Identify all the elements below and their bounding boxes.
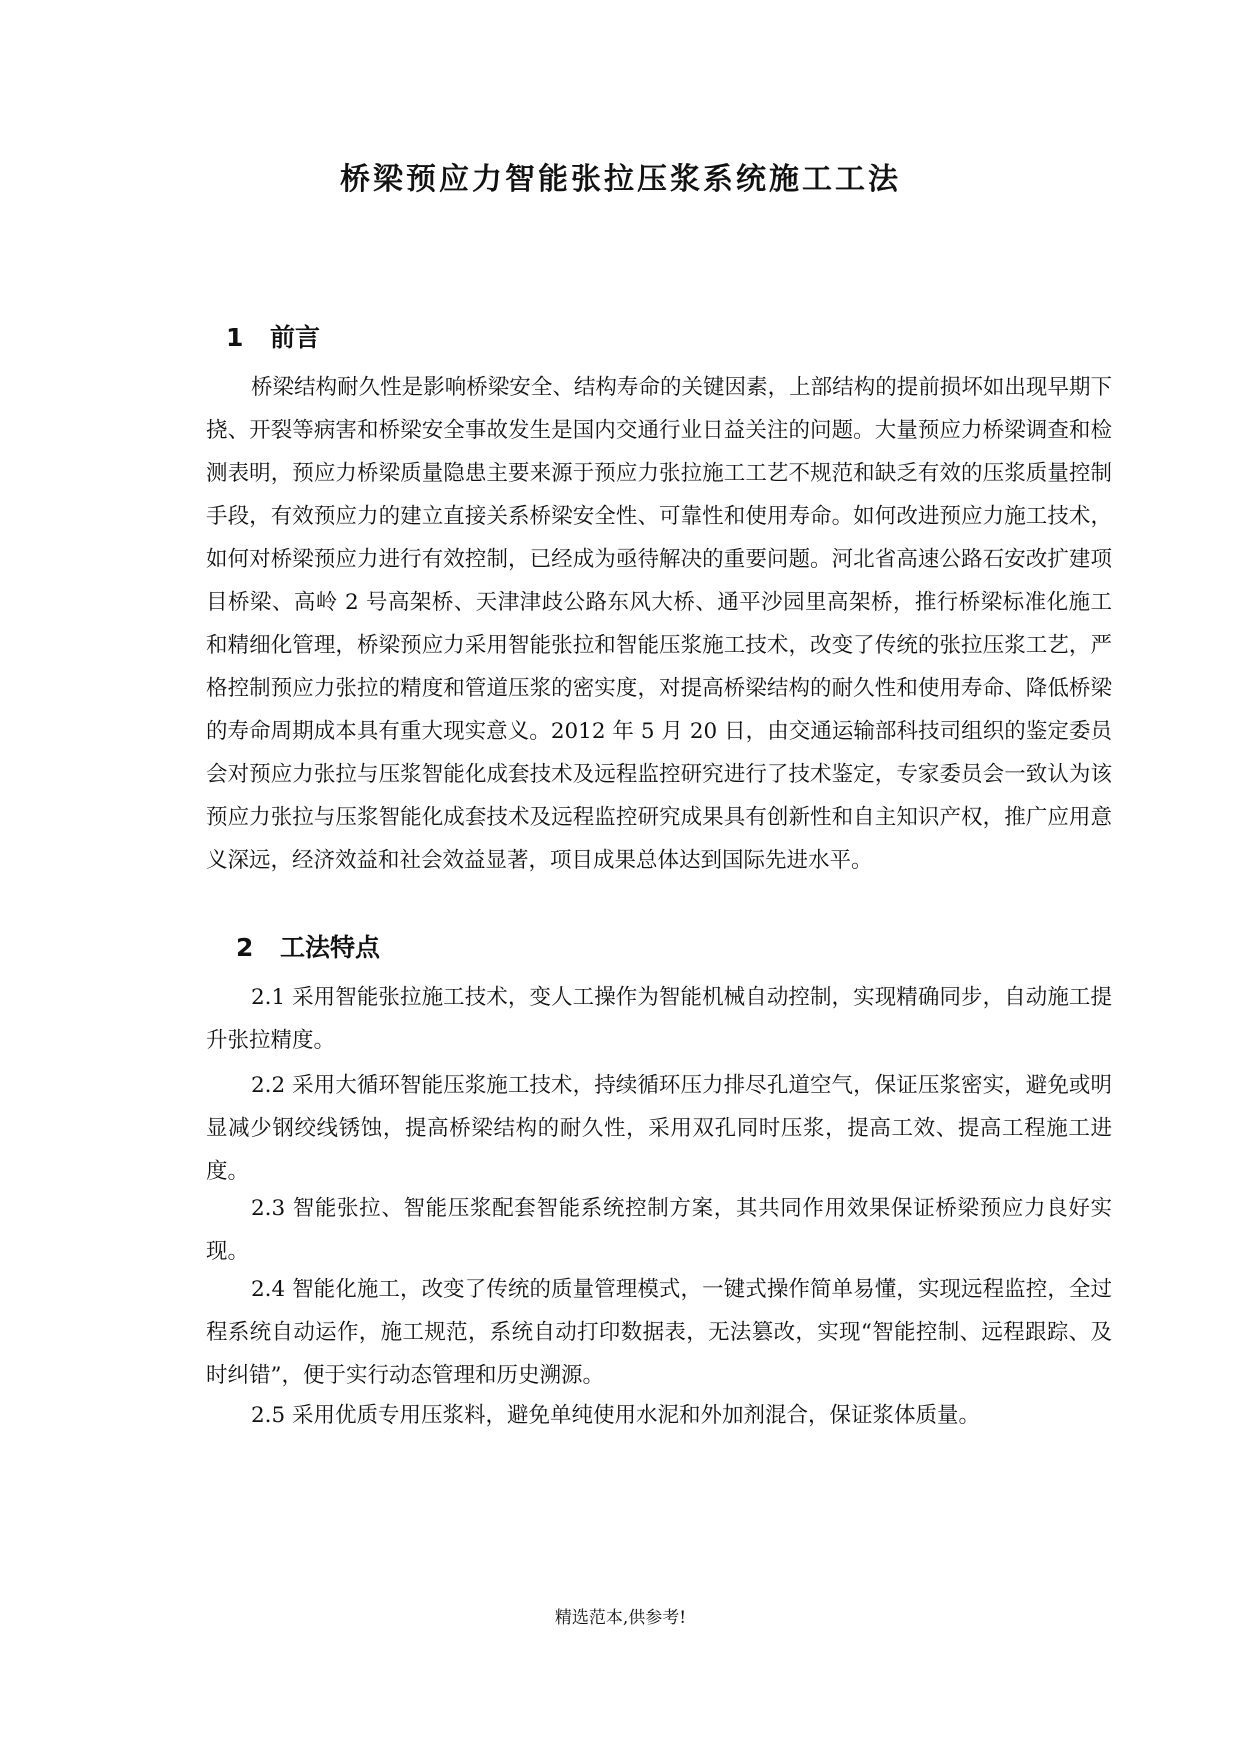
- feature-paragraph-2-1: 2.1 采用智能张拉施工技术，变人工操作为智能机械自动控制，实现精确同步，自动施工提升张拉精度。: [206, 985, 1112, 1053]
- page-footer: 精选范本,供参考!: [554, 1608, 687, 1628]
- section-title: 工法特点: [280, 933, 381, 962]
- section-number: 1: [226, 323, 244, 352]
- feature-paragraph-2-5: 2.5 采用优质专用压浆料，避免单纯使用水泥和外加剂混合，保证浆体质量。: [251, 1403, 981, 1428]
- document-title: 桥梁预应力智能张拉压浆系统施工工法: [340, 162, 901, 197]
- preface-paragraph: 桥梁结构耐久性是影响桥梁安全、结构寿命的关键因素，上部结构的提前损坏如出现早期下挠、开裂等病害和桥梁安全事故发生是国内交通行业日益关注的问题。大量预应力桥梁调查和检测表明，预应力桥梁质量隐患主要来源于预应力张拉施工工艺不规范和缺乏有效的压浆质量控制手段，有效预应力的建立直接关系桥梁安全性、可靠性和使用寿命。如何改进预应力施工技术，如何对桥梁预应力进行有效控制，已经成为亟待解决的重要问题。河北省高速公路石安改扩建项目桥梁、高岭 2 号高架桥、天津津歧公路东风大桥、通平沙园里高架桥，推行桥梁标准化施工和精细化管理，桥梁预应力采用智能张拉和智能压浆施工技术，改变了传统的张拉压浆工艺，严格控制预应力张拉的精度和管道压浆的密实度，对提高桥梁结构的耐久性和使用寿命、降低桥梁的寿命周期成本具有重大现实意义。2012 年 5 月 20 日，由交通运输部科技司组织的鉴定委员会对预应力张拉与压浆智能化成套技术及远程监控研究进行了技术鉴定，专家委员会一致认为该预应力张拉与压浆智能化成套技术及远程监控研究成果具有创新性和自主知识产权，推广应用意义深远，经济效益和社会效益显著，项目成果总体达到国际先进水平。: [206, 375, 1112, 873]
- section-heading-preface: [226, 320, 320, 356]
- feature-paragraph-2-3: 2.3 智能张拉、智能压浆配套智能系统控制方案，其共同作用效果保证桥梁预应力良好实现。: [206, 1196, 1112, 1264]
- feature-paragraph-2-2: 2.2 采用大循环智能压浆施工技术，持续循环压力排尽孔道空气，保证压浆密实，避免或明显减少钢绞线锈蚀，提高桥梁结构的耐久性，采用双孔同时压浆，提高工效、提高工程施工进度。: [206, 1073, 1112, 1184]
- section-number: 2: [236, 933, 254, 962]
- section-heading-features: [236, 930, 380, 966]
- section-title: 前言: [270, 323, 321, 352]
- feature-paragraph-2-4: 2.4 智能化施工，改变了传统的质量管理模式，一键式操作简单易懂，实现远程监控，全过程系统自动运作，施工规范，系统自动打印数据表，无法篡改，实现“智能控制、远程跟踪、及时纠错”，便于实行动态管理和历史溯源。: [206, 1277, 1112, 1388]
